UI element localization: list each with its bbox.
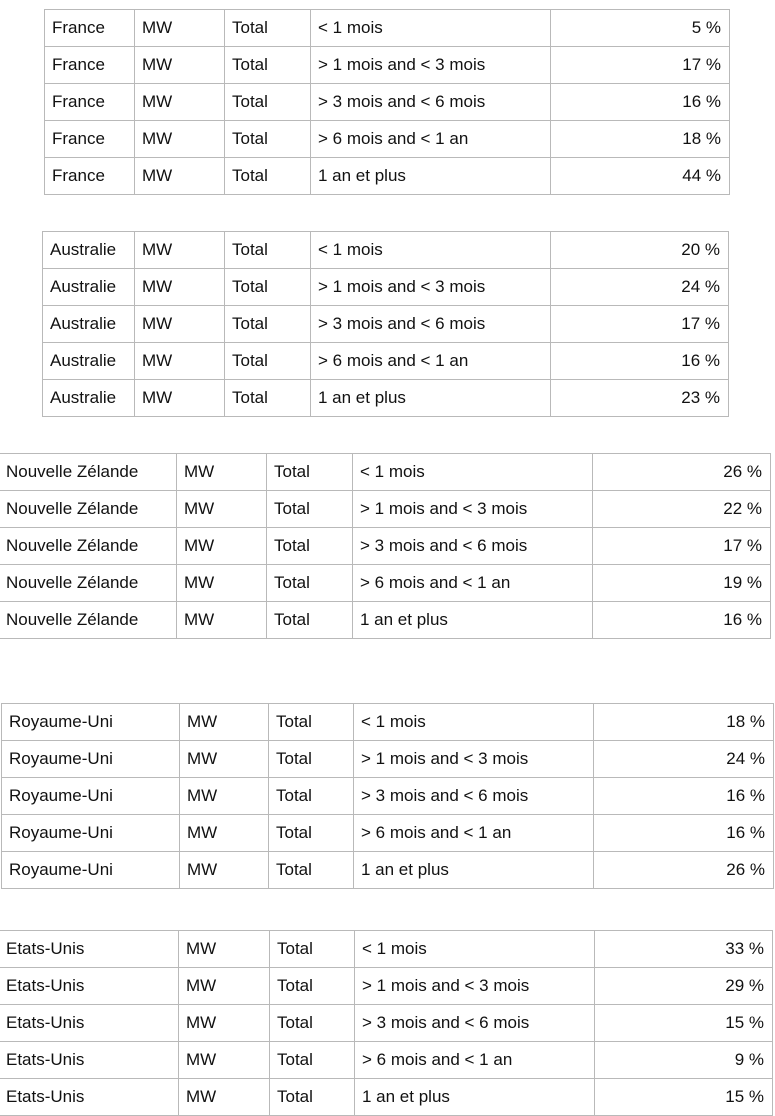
type-cell: MW — [135, 47, 225, 84]
duration-cell: > 6 mois and < 1 an — [353, 565, 593, 602]
type-cell: MW — [135, 121, 225, 158]
percent-cell: 19 % — [593, 565, 771, 602]
type-cell: MW — [177, 454, 267, 491]
percent-cell: 9 % — [595, 1042, 773, 1079]
duration-cell: > 3 mois and < 6 mois — [311, 306, 551, 343]
country-cell: France — [45, 47, 135, 84]
percent-cell: 33 % — [595, 931, 773, 968]
type-cell: MW — [180, 852, 269, 889]
duration-cell: > 6 mois and < 1 an — [311, 121, 551, 158]
country-cell: France — [45, 121, 135, 158]
table-row — [0, 528, 771, 565]
table-row — [0, 1005, 773, 1042]
percent-cell: 23 % — [551, 380, 729, 417]
type-cell: MW — [179, 1042, 270, 1079]
duration-cell: < 1 mois — [355, 931, 595, 968]
table-row — [2, 852, 774, 889]
percent-cell: 15 % — [595, 1079, 773, 1116]
scope-cell: Total — [269, 778, 354, 815]
duration-cell: > 3 mois and < 6 mois — [311, 84, 551, 121]
scope-cell: Total — [225, 121, 311, 158]
type-cell: MW — [177, 528, 267, 565]
scope-cell: Total — [269, 815, 354, 852]
table-row — [0, 454, 771, 491]
duration-cell: > 3 mois and < 6 mois — [354, 778, 594, 815]
table-row — [43, 343, 729, 380]
duration-cell: 1 an et plus — [353, 602, 593, 639]
table-row — [2, 778, 774, 815]
country-cell: Australie — [43, 232, 135, 269]
country-cell: Etats-Unis — [0, 1079, 179, 1116]
country-cell: Royaume-Uni — [2, 741, 180, 778]
type-cell: MW — [135, 343, 225, 380]
scope-cell: Total — [225, 306, 311, 343]
type-cell: MW — [177, 565, 267, 602]
scope-cell: Total — [267, 528, 353, 565]
country-cell: Royaume-Uni — [2, 815, 180, 852]
percent-cell: 16 % — [551, 343, 729, 380]
table-row — [0, 1079, 773, 1116]
percent-cell: 16 % — [594, 778, 774, 815]
table-etats-unis — [0, 930, 773, 1116]
scope-cell: Total — [267, 491, 353, 528]
percent-cell: 16 % — [593, 602, 771, 639]
scope-cell: Total — [269, 852, 354, 889]
type-cell: MW — [135, 10, 225, 47]
scope-cell: Total — [269, 741, 354, 778]
table-row — [2, 815, 774, 852]
scope-cell: Total — [270, 1005, 355, 1042]
scope-cell: Total — [270, 1042, 355, 1079]
percent-cell: 20 % — [551, 232, 729, 269]
percent-cell: 17 % — [551, 306, 729, 343]
country-cell: Nouvelle Zélande — [0, 491, 177, 528]
country-cell: Etats-Unis — [0, 968, 179, 1005]
duration-cell: < 1 mois — [354, 704, 594, 741]
table-row — [0, 602, 771, 639]
percent-cell: 26 % — [593, 454, 771, 491]
duration-cell: 1 an et plus — [355, 1079, 595, 1116]
type-cell: MW — [135, 232, 225, 269]
table-row — [43, 269, 729, 306]
duration-cell: < 1 mois — [311, 232, 551, 269]
table-france — [44, 9, 730, 195]
duration-cell: < 1 mois — [311, 10, 551, 47]
type-cell: MW — [135, 380, 225, 417]
country-cell: Etats-Unis — [0, 931, 179, 968]
type-cell: MW — [179, 931, 270, 968]
scope-cell: Total — [225, 47, 311, 84]
country-cell: Nouvelle Zélande — [0, 454, 177, 491]
table-row — [2, 704, 774, 741]
scope-cell: Total — [225, 380, 311, 417]
country-cell: France — [45, 84, 135, 121]
duration-cell: > 1 mois and < 3 mois — [355, 968, 595, 1005]
country-cell: Royaume-Uni — [2, 852, 180, 889]
type-cell: MW — [179, 1079, 270, 1116]
table-row — [45, 158, 730, 195]
type-cell: MW — [135, 269, 225, 306]
country-cell: Royaume-Uni — [2, 778, 180, 815]
country-cell: Australie — [43, 306, 135, 343]
percent-cell: 5 % — [551, 10, 730, 47]
type-cell: MW — [135, 306, 225, 343]
percent-cell: 26 % — [594, 852, 774, 889]
percent-cell: 18 % — [594, 704, 774, 741]
percent-cell: 44 % — [551, 158, 730, 195]
table-row — [43, 232, 729, 269]
percent-cell: 22 % — [593, 491, 771, 528]
duration-cell: 1 an et plus — [354, 852, 594, 889]
duration-cell: > 6 mois and < 1 an — [311, 343, 551, 380]
scope-cell: Total — [267, 602, 353, 639]
scope-cell: Total — [225, 84, 311, 121]
duration-cell: > 3 mois and < 6 mois — [353, 528, 593, 565]
duration-cell: 1 an et plus — [311, 158, 551, 195]
country-cell: Nouvelle Zélande — [0, 565, 177, 602]
duration-cell: > 6 mois and < 1 an — [355, 1042, 595, 1079]
type-cell: MW — [180, 815, 269, 852]
duration-cell: 1 an et plus — [311, 380, 551, 417]
scope-cell: Total — [267, 565, 353, 602]
scope-cell: Total — [225, 269, 311, 306]
table-row — [0, 968, 773, 1005]
percent-cell: 17 % — [593, 528, 771, 565]
table-row — [43, 380, 729, 417]
percent-cell: 16 % — [594, 815, 774, 852]
table-row — [45, 47, 730, 84]
table-row — [45, 121, 730, 158]
country-cell: Nouvelle Zélande — [0, 528, 177, 565]
type-cell: MW — [179, 1005, 270, 1042]
scope-cell: Total — [225, 232, 311, 269]
percent-cell: 17 % — [551, 47, 730, 84]
scope-cell: Total — [270, 931, 355, 968]
percent-cell: 15 % — [595, 1005, 773, 1042]
scope-cell: Total — [269, 704, 354, 741]
duration-cell: > 1 mois and < 3 mois — [311, 47, 551, 84]
percent-cell: 24 % — [551, 269, 729, 306]
country-cell: France — [45, 10, 135, 47]
table-row — [0, 1042, 773, 1079]
table-nouvelle-zelande — [0, 453, 771, 639]
percent-cell: 29 % — [595, 968, 773, 1005]
table-row — [45, 84, 730, 121]
table-australie — [42, 231, 729, 417]
table-row — [43, 306, 729, 343]
duration-cell: > 1 mois and < 3 mois — [311, 269, 551, 306]
type-cell: MW — [135, 84, 225, 121]
duration-cell: > 6 mois and < 1 an — [354, 815, 594, 852]
percent-cell: 16 % — [551, 84, 730, 121]
table-row — [0, 565, 771, 602]
country-cell: Australie — [43, 343, 135, 380]
country-cell: France — [45, 158, 135, 195]
type-cell: MW — [177, 491, 267, 528]
duration-cell: < 1 mois — [353, 454, 593, 491]
type-cell: MW — [179, 968, 270, 1005]
duration-cell: > 3 mois and < 6 mois — [355, 1005, 595, 1042]
duration-cell: > 1 mois and < 3 mois — [353, 491, 593, 528]
type-cell: MW — [180, 778, 269, 815]
country-cell: Nouvelle Zélande — [0, 602, 177, 639]
scope-cell: Total — [270, 1079, 355, 1116]
table-row — [0, 491, 771, 528]
scope-cell: Total — [225, 10, 311, 47]
scope-cell: Total — [225, 158, 311, 195]
percent-cell: 18 % — [551, 121, 730, 158]
country-cell: Etats-Unis — [0, 1042, 179, 1079]
scope-cell: Total — [225, 343, 311, 380]
scope-cell: Total — [270, 968, 355, 1005]
country-cell: Royaume-Uni — [2, 704, 180, 741]
country-cell: Etats-Unis — [0, 1005, 179, 1042]
country-cell: Australie — [43, 269, 135, 306]
table-row — [2, 741, 774, 778]
type-cell: MW — [180, 704, 269, 741]
type-cell: MW — [177, 602, 267, 639]
table-row — [0, 931, 773, 968]
type-cell: MW — [135, 158, 225, 195]
table-royaume-uni — [1, 703, 774, 889]
country-cell: Australie — [43, 380, 135, 417]
percent-cell: 24 % — [594, 741, 774, 778]
type-cell: MW — [180, 741, 269, 778]
scope-cell: Total — [267, 454, 353, 491]
table-row — [45, 10, 730, 47]
duration-cell: > 1 mois and < 3 mois — [354, 741, 594, 778]
